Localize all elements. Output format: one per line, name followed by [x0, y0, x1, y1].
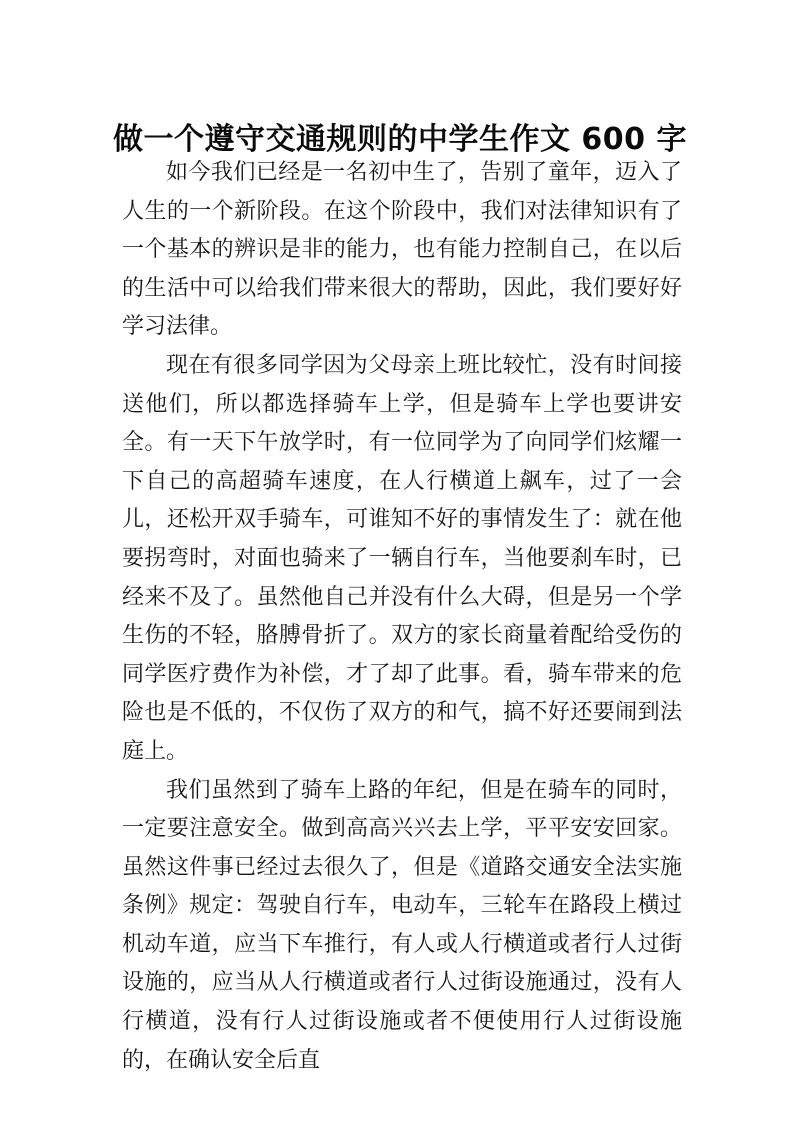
paragraph-1: 如今我们已经是一名初中生了，告别了童年，迈入了人生的一个新阶段。在这个阶段中，我们对法律知识有了一个基本的辨识是非的能力，也有能力控制自己，在以后的生活中可以给我们带来很大的帮助，因此，我们要好好学习法律。 — [122, 160, 682, 340]
paragraph-3: 我们虽然到了骑车上路的年纪，但是在骑车的同时，一定要注意安全。做到高高兴兴去上学，平平安安回家。虽然这件事已经过去很久了，但是《道路交通安全法实施条例》规定：驾驶自行车，电动车，三轮车在路段上横过机动车道，应当下车推行，有人或人行横道或者行人过街设施的，应当从人行横道或者行人过街设施通过，没有人行横道，没有行人过街设施或者不便使用行人过街设施的，在确认安全后直 — [122, 777, 682, 1073]
paragraph-2: 现在有很多同学因为父母亲上班比较忙，没有时间接送他们，所以都选择骑车上学，但是骑车上学也要讲安全。有一天下午放学时，有一位同学为了向同学们炫耀一下自己的高超骑车速度，在人行横道上飙车，过了一会儿，还松开双手骑车，可谁知不好的事情发生了：就在他要拐弯时，对面也骑来了一辆自行车，当他要刹车时，已经来不及了。虽然他自己并没有什么大碍，但是另一个学生伤的不轻，胳膊骨折了。双方的家长商量着配给受伤的同学医疗费作为补偿，才了却了此事。看，骑车带来的危险也是不低的，不仅伤了双方的和气，搞不好还要闹到法庭上。 — [122, 352, 682, 764]
document-title: 做一个遵守交通规则的中学生作文 600 字 — [112, 122, 687, 158]
document-body — [122, 154, 682, 1080]
